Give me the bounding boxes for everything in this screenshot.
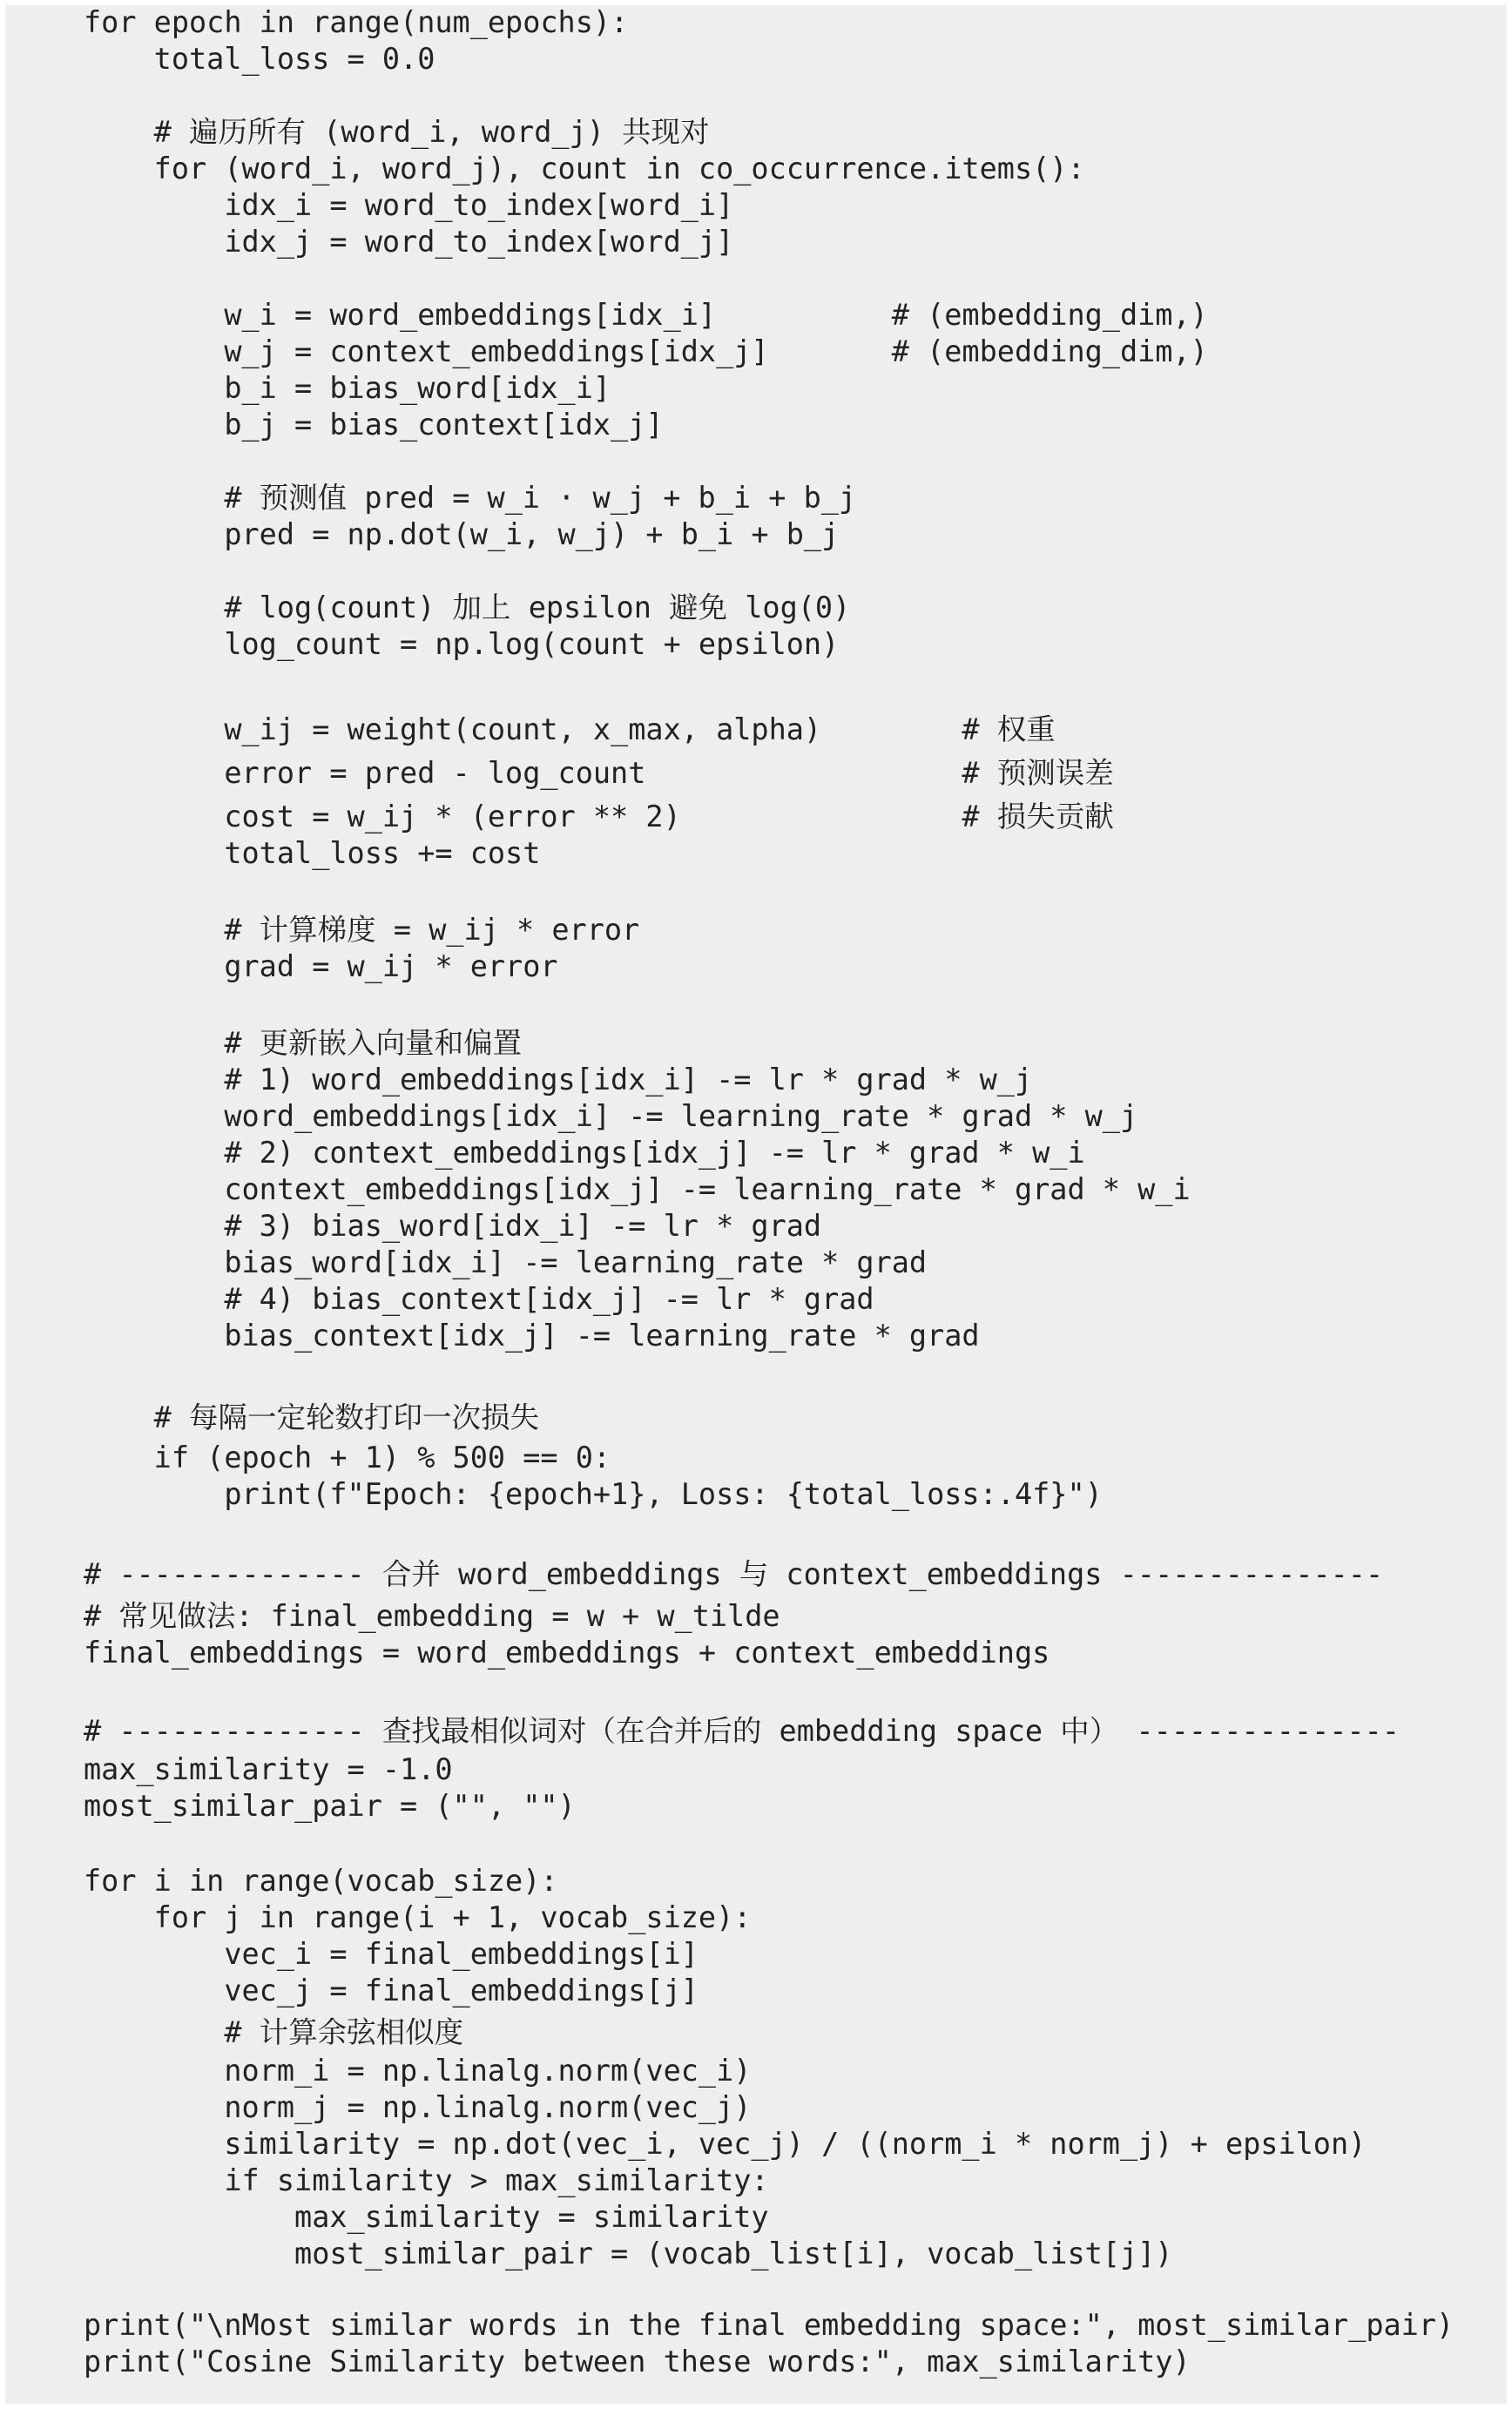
code-line: for i in range(vocab_size): <box>84 1864 558 1898</box>
code-line: # 1) word_embeddings[idx_i] -= lr * grad * w_j <box>84 1063 1033 1097</box>
code-line: # -------------- 查找最相似词对（在合并后的 embedding space 中） --------------- <box>84 1714 1400 1748</box>
code-line: idx_i = word_to_index[word_i] <box>84 188 734 222</box>
code-line: norm_j = np.linalg.norm(vec_j) <box>84 2090 752 2124</box>
code-line: # 更新嵌入向量和偏置 <box>84 1026 523 1060</box>
code-line: final_embeddings = word_embeddings + context_embeddings <box>84 1636 1050 1670</box>
code-line: cost = w_ij * (error ** 2) # 损失贡献 <box>84 800 1114 833</box>
code-line: b_j = bias_context[idx_j] <box>84 408 664 442</box>
code-line: if similarity > max_similarity: <box>84 2163 769 2197</box>
code-line: total_loss += cost <box>84 836 541 870</box>
code-line: similarity = np.dot(vec_i, vec_j) / ((norm_i * norm_j) + epsilon) <box>84 2127 1367 2161</box>
code-line: print("\nMost similar words in the final embedding space:", most_similar_pair) <box>84 2308 1455 2342</box>
code-line: bias_context[idx_j] -= learning_rate * grad <box>84 1319 980 1353</box>
code-line: print("Cosine Similarity between these words:", max_similarity) <box>84 2345 1191 2379</box>
code-line: for j in range(i + 1, vocab_size): <box>84 1900 752 1934</box>
code-line: pred = np.dot(w_i, w_j) + b_i + b_j <box>84 517 840 551</box>
code-line: max_similarity = similarity <box>84 2200 769 2234</box>
code-line: # 计算余弦相似度 <box>84 2015 464 2049</box>
code-line: # 常见做法: final_embedding = w + w_tilde <box>84 1599 780 1633</box>
code-line: most_similar_pair = ("", "") <box>84 1789 576 1823</box>
code-line: # 遍历所有 (word_i, word_j) 共现对 <box>84 115 710 149</box>
code-line: total_loss = 0.0 <box>84 42 435 76</box>
code-line: for epoch in range(num_epochs): <box>84 5 629 39</box>
code-line: bias_word[idx_i] -= learning_rate * grad <box>84 1245 928 1279</box>
code-line: word_embeddings[idx_i] -= learning_rate * grad * w_j <box>84 1099 1138 1133</box>
code-line: idx_j = word_to_index[word_j] <box>84 225 734 259</box>
code-line: for (word_i, word_j), count in co_occurrence.items(): <box>84 152 1085 186</box>
code-line: # 预测值 pred = w_i · w_j + b_i + b_j <box>84 481 857 515</box>
code-line: error = pred - log_count # 预测误差 <box>84 756 1114 790</box>
code-line: norm_i = np.linalg.norm(vec_i) <box>84 2054 752 2088</box>
code-line: most_similar_pair = (vocab_list[i], vocab_list[j]) <box>84 2237 1173 2271</box>
code-line: w_ij = weight(count, x_max, alpha) # 权重 <box>84 712 1056 746</box>
code-line: log_count = np.log(count + epsilon) <box>84 627 840 661</box>
code-line: print(f"Epoch: {epoch+1}, Loss: {total_loss:.4f}") <box>84 1477 1103 1511</box>
code-line: max_similarity = -1.0 <box>84 1752 453 1786</box>
code-line: # 4) bias_context[idx_j] -= lr * grad <box>84 1282 874 1316</box>
code-line: b_i = bias_word[idx_i] <box>84 371 611 405</box>
code-line: if (epoch + 1) % 500 == 0: <box>84 1441 611 1474</box>
code-line: vec_j = final_embeddings[j] <box>84 1974 699 2008</box>
code-line: context_embeddings[idx_j] -= learning_rate * grad * w_i <box>84 1172 1191 1206</box>
code-line: w_j = context_embeddings[idx_j] # (embedding_dim,) <box>84 334 1208 368</box>
code-line: # 每隔一定轮数打印一次损失 <box>84 1400 540 1434</box>
code-line: # 2) context_embeddings[idx_j] -= lr * grad * w_i <box>84 1136 1085 1170</box>
code-page <box>5 5 1507 2404</box>
code-line: # 3) bias_word[idx_i] -= lr * grad <box>84 1209 822 1243</box>
code-line: # log(count) 加上 epsilon 避免 log(0) <box>84 590 851 624</box>
code-line: w_i = word_embeddings[idx_i] # (embedding_dim,) <box>84 298 1208 332</box>
code-line: # -------------- 合并 word_embeddings 与 context_embeddings --------------- <box>84 1557 1384 1591</box>
code-line: vec_i = final_embeddings[i] <box>84 1937 699 1971</box>
code-line: grad = w_ij * error <box>84 949 558 983</box>
code-line: # 计算梯度 = w_ij * error <box>84 913 640 947</box>
